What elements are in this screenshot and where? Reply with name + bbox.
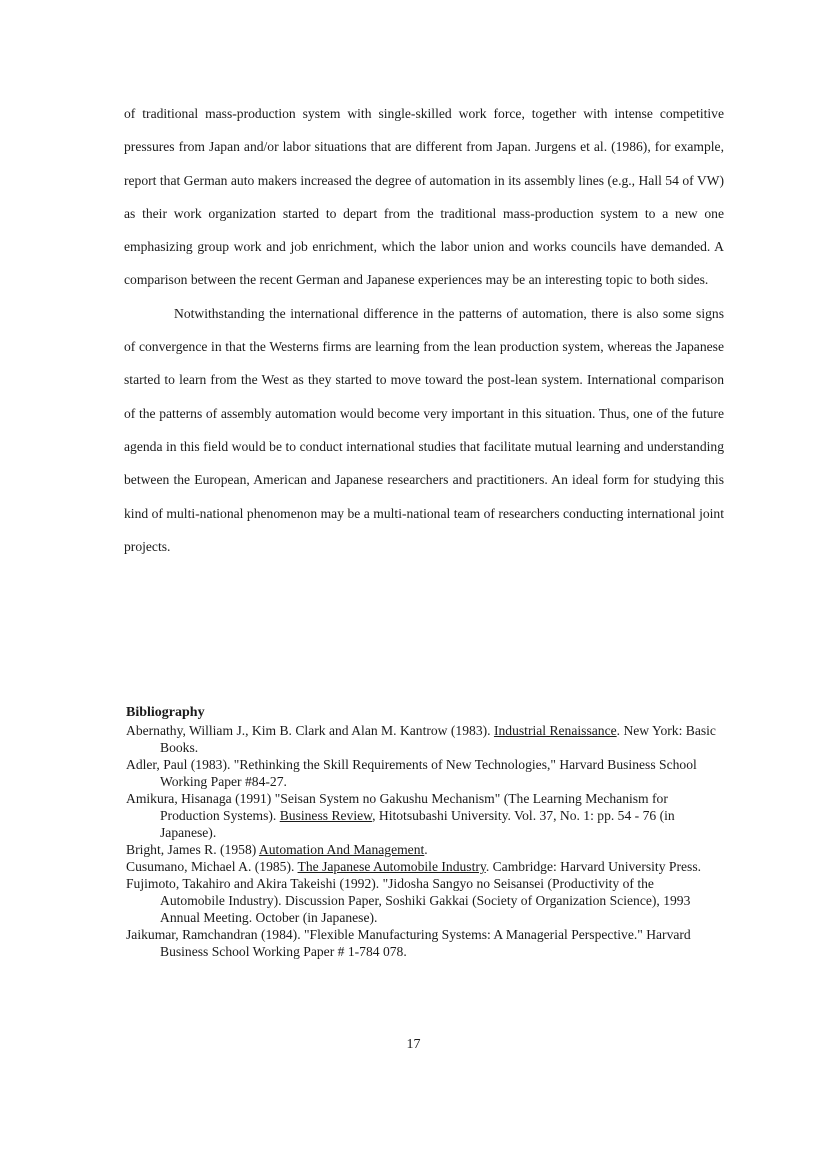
reference-text: , Hitotsubashi University. Vol. 37, No. 1: pp. 54 - 76 (in Japanese).	[160, 808, 675, 840]
paragraph: Notwithstanding the international difference in the patterns of automation, there is also some signs of convergence in that the Westerns firms are learning from the lean production system, whereas the Japanese started to learn from the West as they started to move toward the post-lean system. International comparison of the patterns of assembly automation would become very important in this situation. Thus, one of the future agenda in this field would be to conduct international studies that facilitate mutual learning and understanding between the European, American and Japanese researchers and practitioners. An ideal form for studying this kind of multi-national phenomenon may be a multi-national team of researchers conducting international joint projects.	[124, 305, 724, 554]
reference-entry	[126, 875, 720, 926]
paragraph: of traditional mass-production system with single-skilled work force, together with intense competitive pressures from Japan and/or labor situations that are different from Japan. Jurgens et al. (1986), for example, report that German auto makers increased the degree of automation in its assembly lines (e.g., Hall 54 of VW) as their work organization started to depart from the traditional mass-production system to a new one emphasizing group work and job enrichment, which the labor union and works councils have demanded. A comparison between the recent German and Japanese experiences may be an interesting topic to both sides.	[124, 106, 724, 288]
reference-title: Automation And Management	[258, 842, 425, 857]
reference-text: Adler, Paul (1983). "Rethinking the Skill Requirements of New Technologies," Harvard Business School Working Paper #84-27.	[126, 757, 697, 789]
reference-entry	[126, 756, 720, 790]
reference-text: Abernathy, William J., Kim B. Clark and Alan M. Kantrow (1983).	[126, 723, 494, 738]
reference-text: .	[424, 842, 428, 857]
reference-entry	[126, 790, 720, 841]
reference-title: Industrial Renaissance	[493, 723, 617, 738]
page-number: 17	[406, 1037, 421, 1052]
reference-entry	[126, 722, 720, 756]
bibliography-heading: Bibliography	[126, 705, 205, 720]
bibliography-section	[126, 704, 720, 960]
reference-entry	[126, 841, 720, 858]
reference-entry	[126, 926, 720, 960]
reference-text: Jaikumar, Ramchandran (1984). "Flexible Manufacturing Systems: A Managerial Perspective." Harvard Business School Working Paper # 1-784 078.	[126, 927, 691, 959]
reference-entry	[126, 858, 720, 875]
reference-text: Cusumano, Michael A. (1985).	[126, 859, 298, 874]
reference-text: . New York: Basic Books.	[160, 723, 716, 755]
reference-text: Fujimoto, Takahiro and Akira Takeishi (1992). "Jidosha Sangyo no Seisansei (Productivity of the Automobile Industry). Discussion Paper, Soshiki Gakkai (Society of Organization Science), 1993 Annual Meeting. October (in Japanese).	[126, 876, 691, 925]
reference-text: Amikura, Hisanaga (1991) "Seisan System no Gakushu Mechanism" (The Learning Mechanism for Production Systems).	[126, 791, 668, 823]
reference-title: The Japanese Automobile Industry	[297, 859, 486, 874]
reference-text: . Cambridge: Harvard University Press.	[485, 859, 702, 874]
reference-title: Business Review	[279, 808, 373, 823]
body-text	[124, 97, 724, 563]
reference-text: Bright, James R. (1958)	[126, 842, 259, 857]
